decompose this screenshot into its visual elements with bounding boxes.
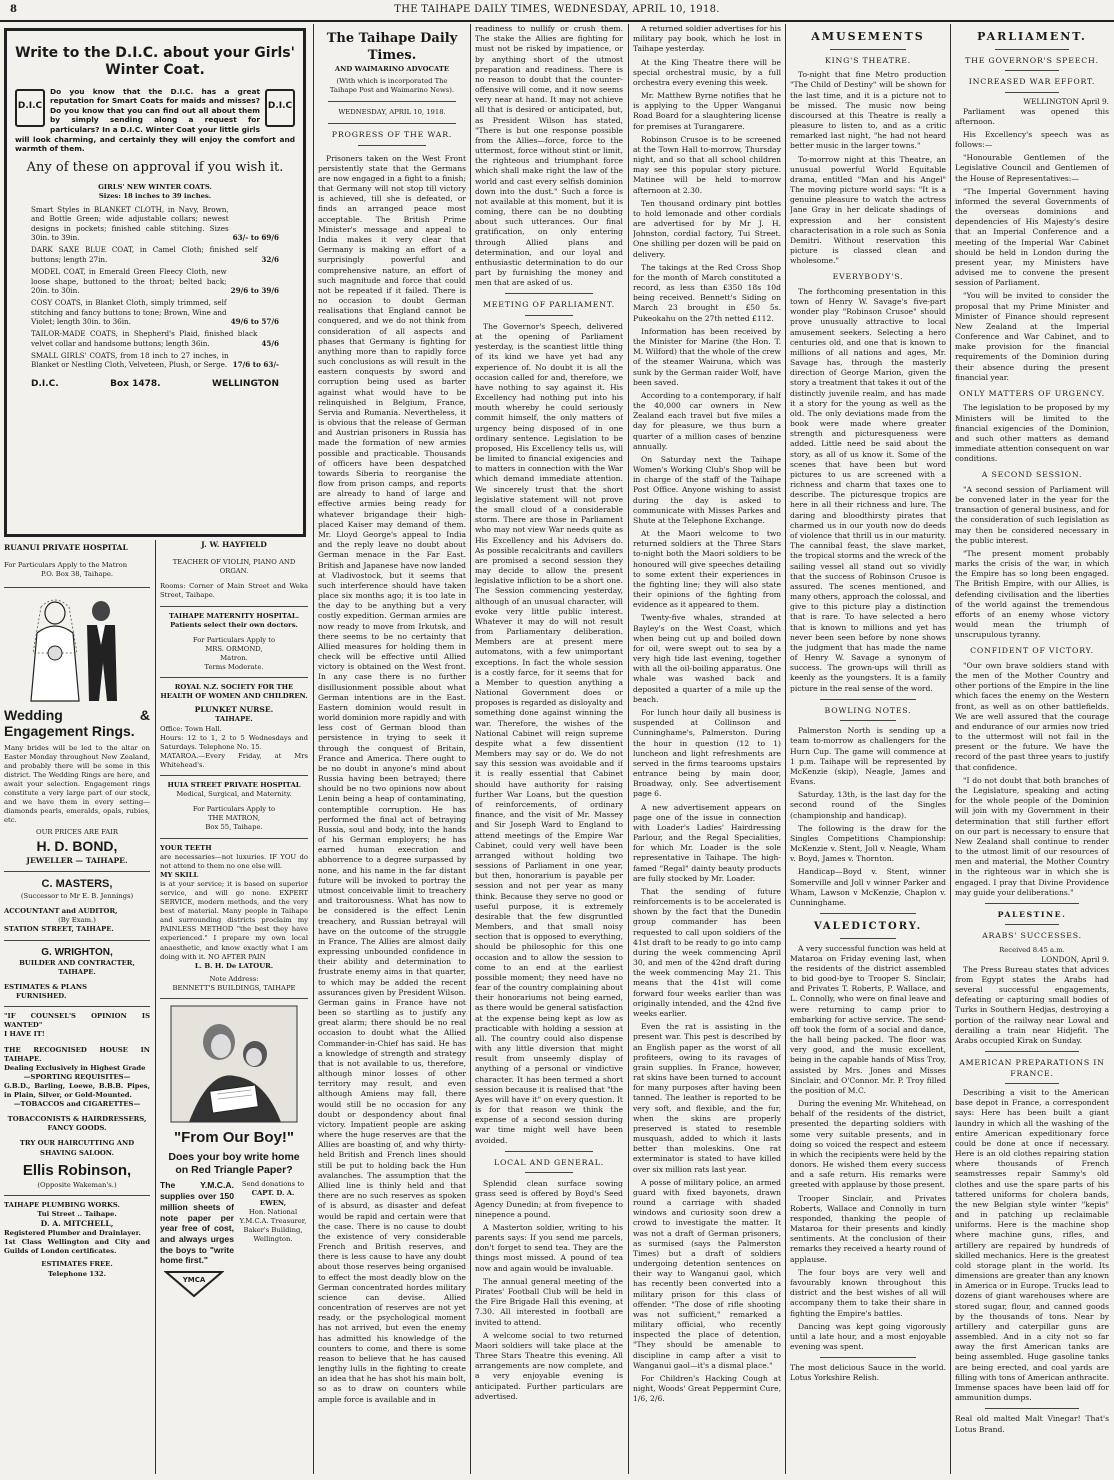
dic-approval: Any of these on approval if you wish it. xyxy=(26,159,284,175)
local-item: Splendid clean surface sowing grass seed is offered by Boyd's Seed Agency Dunedin; at from fivepence to ninepence a pound. xyxy=(475,1179,623,1219)
ymca-send: Send donations to xyxy=(241,1180,305,1189)
column-rule xyxy=(785,24,786,1474)
confident-heading: CONFIDENT OF VICTORY. xyxy=(970,646,1094,656)
second-session-heading: A SECOND SESSION. xyxy=(981,470,1083,480)
ellis-addr: (Opposite Wakeman's.) xyxy=(37,1180,117,1189)
valedictory-paragraph: Trooper Sinclair, and Privates Roberts, Wallace and Connolly in turn responded, thanking the people of Mataroa for their presents and kindly sentiments. At the conclusion of their remarks they received a hearty round of applause. xyxy=(790,1193,946,1264)
governor-paragraph: "Honourable Gentlemen of the Legislative Council and Gentlemen of the House of Representatives:— xyxy=(955,153,1109,183)
mitchell-line: Telephone 132. xyxy=(48,1269,106,1278)
bowling-heading: BOWLING NOTES. xyxy=(824,705,912,715)
american-paragraph: Describing a visit to the American base depot in France, a correspondent says: Here has been built a giant laundry in which all the washing of the entire American expeditionary force could be done at once if necessary. Here is an old clothes repairing station where thousands of French seamstresses repair Sammy's old clothes and use the spare parts of his tattered uniforms for cholera bands, the new Belgian style winter "kepis" and in patching up reclaimable uniforms. Here is the machine shop where machine guns, rifles, and artillery are repaired by hundreds of skilled mechanics. Here is the greatest cold storage plant in the world. Its dimensions are greater than any known in America or in Europe. Trucks lead to dozens of giant warehouses where are stored sugar, flour, and canned goods by the thousands of tons. Near by artillery and caterpillar guns are assembled. And in a city not so far away the first American tanks are being assembled. Huge gasoline tanks are being erected, and coal yards are filling with tons of American anthracite. Immense spaces have been laid off for ammunition dumps. xyxy=(955,1088,1109,1403)
dic-advertisement xyxy=(4,28,306,538)
valedictory-paragraph: A very successful function was held at Mataroa on Friday evening last, when the residents of the district assembled to bid good-bye to Trooper S. Sinclair, and Privates T. Roberts, P. Wallace, and L. Connolly, who were on final leave and were returning to camp prior to embarking for active service. The send-off took the form of a social and dance, the hall being packed. The floor was very good, and the music excellent, being in the capable hands of Miss Troy, assisted by Mrs. Jones and Misses Sinclair, and O'Connor. Mr. P. Troy filled the position of M.C. xyxy=(790,943,946,1095)
kings-paragraph: To-morrow night at this Theatre, an unusual powerful World Equitable drama, entitled "Man and his Angel" The moving picture world says: "It is a genuine pleasure to watch the actress Jane Gray in her delicate shadings of expression and her consistent characterisation in a role such as Sonia Demitri. Without reservation this picture is classed clean and wholesome." xyxy=(790,154,946,266)
masters-line: STATION STREET, TAIHAPE. xyxy=(4,925,114,934)
ruanui-line: P.O. Box 38, Taihape. xyxy=(40,570,114,579)
governor-heading: THE GOVERNOR'S SPEECH. xyxy=(965,55,1099,65)
ruanui-title: RUANUI PRIVATE HOSPITAL xyxy=(4,543,128,552)
local-item: For Children's Hacking Cough at night, Woods' Great Peppermint Cure, 1/6, 2/6. xyxy=(633,1374,781,1404)
palestine-received: Received 8.45 a.m. xyxy=(999,945,1065,954)
column-5 xyxy=(633,24,781,1474)
local-item: Even the rat is assisting in the present war. This pest is described by an English paper as the worst of all profiteers, owing to its ravages of grain supplies. In France, however, rat skins have been turned to account for many purposes after having been tanned. The leather is reported to be very soft, and flexible, and the fur, when the skins are properly preserved is stated to resemble musquash, added to which it lasts better than moleskins. One rat exterminator is stated to have killed over six million rats last year. xyxy=(633,1022,781,1174)
urgency-heading: ONLY MATTERS OF URGENCY. xyxy=(959,389,1105,398)
everybodys-heading: EVERYBODY'S. xyxy=(832,272,904,282)
dic-footer-box: Box 1478. xyxy=(110,378,161,389)
dic-item: DARK SAXE BLUE COAT, in Camel Cloth; finished self buttons; length 27in. 32/6 xyxy=(31,245,279,264)
huia-line: Box 55, Taihape. xyxy=(205,823,263,832)
column-rule xyxy=(155,540,156,1474)
maternity-line: MRS. ORMOND, xyxy=(205,644,263,653)
dic-logo: D.I.C xyxy=(265,89,295,127)
local-item: That the sending of future reinforcements is to be accelerated is shown by the fact that the Dunedin group commander has been requested to call upon soldiers of the 41st draft to be ready to go into camp during the week commencing April 30, and men of the 42nd draft during the week commencing May 21. This means that the 41st will come forward four weeks earlier than was originally intended, and the 42nd five weeks earlier. xyxy=(633,886,781,1018)
column-2-ads xyxy=(160,540,308,1474)
american-heading: AMERICAN PREPARATIONS IN FRANCE. xyxy=(959,1058,1105,1078)
ymca-role: Hon. National Y.M.C.A. Treasurer, Baker's Building, Wellington. xyxy=(239,1207,307,1243)
masthead-text: THE TAIHAPE DAILY TIMES, WEDNESDAY, APRIL 10, 1918. xyxy=(394,4,720,15)
war-paragraph-cont: readiness to nullify or crush them. The stake the Allies are fighting for must not be risked by impatience, or by anything short of the utmost preparation and readiness. There is no reason to doubt that the counter-offensive will come, and it now seems very near at hand. It may not achieve all that is desired or anticipated, but, as President Wilson has stated, "There is but one response possible from the Allies—force, force to the uttermost, force without stint or limit, the righteous and triumphant force which shall make right the law of the world and cast every selfish dominion down into the dust." Such a force is not available at this moment, but it is coming, there can be no doubting about such utterances. Our final gratification, on only entering through Allied plans and determination, and our loyal and enthusiastic determination to do our part by furnishing the money and men that are asked of us. xyxy=(475,24,623,288)
bowling-paragraph: Handicap—Boyd v. Stent, winner Somerville and Joll v winner Parker and Wham, Lawson v McKenzie, Chaplon v. Cunninghame. xyxy=(790,867,946,907)
plunket-town: TAIHAPE. xyxy=(215,715,253,724)
rings-headline: Wedding & Engagement Rings. xyxy=(4,707,150,740)
ellis-line: TOBACCONISTS & HAIRDRESSERS, FANCY GOODS. xyxy=(7,1115,147,1133)
plunket-mataroa: MATAROA.—Every Friday, at Mrs Whitehead's. xyxy=(160,751,308,769)
teeth-addr: BENNETT'S BUILDINGS, TAIHAPE xyxy=(172,983,296,992)
dic-item: SMALL GIRLS' COATS, from 18 inch to 27 inches, in Blanket or Nestling Cloth, Velveteen, Plush, or Serge. 17/6 to 63/- xyxy=(31,351,279,370)
ymca-body: The Y.M.C.A. supplies over 150 million sheets of note paper per year free of cost, and always urges the boys to "write home first." xyxy=(160,1180,234,1266)
governor-paragraph: "You will be invited to consider the proposal that my Prime Minister and Minister of Finance should represent New Zealand at the Imperial Conference and War Cabinet, and to make provision for the financial requirements of the Dominion during their absence during the present financial year. xyxy=(955,291,1109,382)
local-item: For lunch hour daily all business is suspended at Collinson and Cunninghame's, Palmerston. During the hour in question (12 to 1) luncheon and light refreshments are served in the firms tearooms upstairs entrance being by main door, Broadway, only. See advertisement page 6. xyxy=(633,708,781,799)
paper-incorporated: (With which is incorporated The Taihape Post and Waimarino News). xyxy=(329,76,455,94)
wrighton-line: ESTIMATES & PLANS xyxy=(4,983,88,992)
plunket-title: ROYAL N.Z. SOCIETY FOR THE HEALTH OF WOMEN AND CHILDREN. xyxy=(160,683,308,701)
teeth-skill: is at your service; it is based on superior service, and will go none. EXPERT SERVICE, modern methods, and the very best of material. Many people in Taihape and surrounding districts proclaim my PAINLESS METHOD "the best they have experienced." I prepare my own local anaesthetic, and know exactly what I am doing with it. NO AFTER PAIN xyxy=(160,879,308,961)
wrighton-line: FURNISHED. xyxy=(16,992,67,1001)
bond-name: H. D. BOND, xyxy=(36,838,118,855)
rings-prices: OUR PRICES ARE FAIR xyxy=(36,828,118,837)
valedictory-paragraph: Dancing was kept going vigorously until a late hour, and a most enjoyable evening was spent. xyxy=(790,1321,946,1352)
masters-name: C. MASTERS, xyxy=(41,878,113,891)
second-session-paragraph: "A second session of Parliament will be convened later in the year for the transaction of general business, and for the consideration of such legislation as may then be considered necessary in the public interest. xyxy=(955,484,1109,545)
svg-text:YMCA: YMCA xyxy=(182,1276,206,1285)
local-item: A posse of military police, an armed guard with fixed bayonets, drawn round a carriage with shaded windows and curiosity soon drew a crowd to investigate the matter. It was not a draft of German prisoners, as surmised (says the Palmerston Times) but a draft of soldiers undergoing detention sentences on their way to Wanganui gaol, which has recently been converted into a military prison for this class of offender. "The dose of rifle shooting was not sufficient," remarked a military official, who recently inspected the place of detention, "They should be amenable to discipline in camp after a visit to Wanganui gaol—it's a dismal place." xyxy=(633,1177,781,1370)
vinegar-advert: Real old malted Malt Vinegar! That's Lotus Brand. xyxy=(955,1414,1109,1434)
dic-intro: Do you know that the D.I.C. has a great reputation for Smart Coats for maids and misses? Do you know that you can find out all about them by simply sending along a request for particulars? In a D.I.C. Winter Coat your little girls will look charming, and certainly they will enjoy the comfort and warmth of them. xyxy=(15,86,295,154)
governor-dateline: WELLINGTON April 9. xyxy=(1023,96,1109,106)
local-item: Ten thousand ordinary pint bottles to hold lemonade and other cordials are advertised for by Mr J. H. Johnston, cordial factory, Tui Street. One shilling per dozen will be paid on delivery. xyxy=(633,198,781,259)
dic-logo: D.I.C xyxy=(15,89,45,127)
plunket-hours: Hours: 12 to 1, 2 to 5 Wednesdays and Saturdays. Telephone No. 15. xyxy=(160,733,308,751)
wrighton-line: TAIHAPE. xyxy=(58,968,96,976)
bond-trade: JEWELLER — TAIHAPE. xyxy=(26,856,128,866)
teeth-note: Note Address: xyxy=(209,974,259,983)
page-number: 8 xyxy=(10,4,18,15)
ymca-ask: Does your boy write home on Red Triangle Paper? xyxy=(168,1151,300,1177)
governor-subheading: INCREASED WAR EFFORT. xyxy=(968,77,1096,87)
local-item: Twenty-five whales, stranded at Bayley's on the West Coast, which when being cut up and boiled down for oil, were swept out to sea by a very high tide last evening, together with all the oil-boiling apparatus. One whale was washed back and deposited a quarter of a mile up the beach. xyxy=(633,613,781,704)
local-item: Mr. Matthew Byrne notifies that he is applying to the Upper Wanganui Road Board for a slaughtering license for premises at Turangarere. xyxy=(633,91,781,131)
issue-date: WEDNESDAY, APRIL 10, 1918. xyxy=(338,108,446,117)
wedding-couple-illustration xyxy=(17,593,137,703)
bowling-paragraph: Palmerston North is sending up a team to-morrow as challengers for the Hurn Cup. The game will commence at 1 p.m. Taihape will be represented by McKenzie (skip), Neagle, James and Evans. xyxy=(790,726,946,787)
valedictory-heading: VALEDICTORY. xyxy=(813,921,923,933)
ellis-line: Dealing Exclusively in Highest Grade xyxy=(4,1063,146,1072)
teeth-title: YOUR TEETH xyxy=(160,843,212,852)
parliament-heading: PARLIAMENT. xyxy=(977,30,1087,43)
palestine-paragraph: The Press Bureau states that advices from Egypt states the Arabs had several successful engagements, defeating or capturing small bodies of Turks in Southern Hedjas, destroying a portion of the railway near Lowal and derailing a train near Hidjefit. The Arabs occupied Kirak on Sunday. xyxy=(955,964,1109,1045)
column-rule xyxy=(950,24,951,1474)
masters-line: ACCOUNTANT and AUDITOR, xyxy=(4,907,118,916)
local-item: At the Maori welcome to two returned soldiers at the Three Stars to-night both the Maori soldiers to be honoured will give speeches detailing to some extent their experiences in the fighting line; they will also state their opinions of the fighting from evidence as it appeared to them. xyxy=(633,529,781,610)
mitchell-title: TAIHAPE PLUMBING WORKS. xyxy=(4,1200,120,1209)
everybodys-paragraph: The forthcoming presentation in this town of Henry W. Savage's five-part wonder play "Robinson Crusoe" should prove unusually attractive to local amusement seekers. Selecting a hero centuries old, and one that is known to millions of all nations and ages, Mr. Savage has, through the masterly direction of George Marion, given the story a treatment that takes it out of the distinctly juvenile realm, and has made it a story for the young as well as the old. The only deviations made from the book were made where greater strength and picturesqueness were added. Little need be said about the story, as all of us know it. Some of the scenes that have been but word pictures to us are screened with a richness and charm that taxes one to describe. The picturesque tropics are here in all their richness and lure. The daring and bloodthirsty pirates that charmed us in our youth now do deeds of violence that thrill us in our maturity. The cannibal feast, the slave market, the tropical storms and the wreck of the sailing vessel all stand out so vividly that the success of Robinson Crusoe is assured. The scenes mentioned, and many others, approach the colossal, and give to this picture play a distinction that is rare. To have selected a hero that is known to millions and yet has never been seen before by none shows the judgment that has made the name of Henry W. Savage a synonym of success. The grown-ups will thrill as keenly as the youngsters. It is a family picture in the real sense of the word. xyxy=(790,286,946,693)
wrighton-line: BUILDER AND CONTRACTER, xyxy=(19,958,135,967)
hayfield-name: J. W. HAYFIELD xyxy=(201,540,267,549)
local-item: A new advertisement appears on page one of the issue in connection with Loader's Ladies' Hairdressing Parlour, and the Regal Specialities, for which Mr. Loader is the sole representative in Taihape. The high-famed "Regal" dainty beauty products are fully stocked by Mr. Loader. xyxy=(633,802,781,883)
mother-child-illustration xyxy=(169,1004,299,1124)
mitchell-line: 1st Class Wellington and City and Guilds of London certificates. xyxy=(4,1238,150,1256)
dic-item: MODEL COAT, in Emerald Green Fleecy Cloth, new loose shape, buttoned to the throat; belted back; 20in. to 30in. 29/6 to 39/6 xyxy=(31,267,279,295)
dic-footer-city: WELLINGTON xyxy=(212,378,279,389)
paper-title: The Taihape Daily Times. xyxy=(326,31,458,64)
ymca-triangle-logo xyxy=(164,1270,224,1298)
second-session-paragraph: "The present moment probably marks the crisis of the war, in which the Empire has so long been engaged. The British Empire, with our Allies, is defending civilisation and the liberties of the world against the tremendous efforts of an enemy whose victory would mean the triumph of unscrupulous tyranny. xyxy=(955,548,1109,640)
mitchell-line: ESTIMATES FREE. xyxy=(41,1260,113,1269)
dic-section-title: GIRLS' NEW WINTER COATS. xyxy=(98,182,212,191)
parliament-meeting-heading: MEETING OF PARLIAMENT. xyxy=(482,300,615,310)
governor-paragraph: Parliament was opened this afternoon. xyxy=(955,106,1109,126)
masters-line: (By Exam.) xyxy=(58,916,96,925)
maternity-line: Matron. xyxy=(220,653,248,662)
teeth-name: L. B. H. De LATOUR. xyxy=(194,961,274,970)
bowling-paragraph: Saturday, 13th, is the last day for the second round of the Singles (championship and handicap). xyxy=(790,790,946,820)
huia-title: HUIA STREET PRIVATE HOSPITAL xyxy=(167,781,301,790)
bowling-paragraph: The following is the draw for the Singles Competitions Championship: McKenzie v. Stent, Joll v. Neagle, Wham v. Boyd, James v. Thornton. xyxy=(790,823,946,864)
war-paragraph: Prisoners taken on the West Front persistently state that the Germans are now engaged in a fight to a finish; that Germany will not stop till victory is achieved, till she is defeated, or finds an arranged peace most acceptable. The British Prime Minister's message and appeal to India makes it very clear that Germany is making an effort of a surprisingly powerful and comprehensive nature, an effort of such magnitude and force that could not be repeated if it failed. There is no occasion to doubt German realisations that England cannot be conquered, and we do not think from consideration of all aspects and phases that Germany is fighting for anything more than to rapidly force such conclusions as will result in the eastern conquests by sword and corruption being used as barter against what would have to be relinquished in Belgium, France, Servia and Rumania. Nevertheless, it is obvious that the release of German and Austrian prisoners in Russia has made the formation of new armies possible and practicable. Thousands of officers have been despatched towards Siberia to reorganise the flow from prison camps, and reports are already to hand of large and effective armies being ready for whatever brigandage their high-placed Kaiser may demand of them. Mr. Lloyd George's appeal to India and the reply leave no doubt about German menace in the Far East. British and Japanese have now landed at Vladivostock, but it seems that such interference should have taken place six months ago; it is too late in the day to be anything but a very costly expedition. German armies are now ready to move from Irkutsk, and there seems to be no certainty that Allied measures for holding them in check will be effective until Allied victory is obtained on the West front. In any case there is no further disillusionment possible about what German intentions are in the East. Eastern dominion would result in world dominion more rapidly and with less cost of German blood than persistence in trying to seek it through the conquest of Britain, France and America. There ought to be no doubt in anyone's mind about Russia having been betrayed; there should be no two opinions now about Lenin being a heap of contaminating, contemptible corruption. He has performed the final act of betraying Russia, soul and body, into the hands of his German employers; he has earned human execration and abhorrence to a degree surpassed by none, and his name in the far distant future will be invoked to portray the utmost conceivable limit to treachery and traitorousness. What has now to be considered is the effect Lenin treachery, and Russian betrayal will have on the outcome of the struggle in France. The Allies are almost daily expressing unbounded confidence in their ability and determination to frustrate enemy aims in that quarter, to which may be added the recent assurances given by President Wilson. German gains in France have not been so startling as to justify any great alarm; there should be no real occasion to doubt what the Allied Commander-in-Chief has said. He has a knowledge of strength and strategy that is not available to us, therefore, although minor losses of other territory may result, and even although Amiens may fall, there would still be no occasion for any doubt or despondency about final victory. Impatient people are asking where the huge reserves are that the Allies are boasting of, and why thirty-held British and French lines should still be put to holding back the Hun avalanches. The assumption that the Allied line is thinly held and that there are no such reserves as spoken of is absurd, as disaster and defeat would be rapid and certain were that the case. There is no cause to doubt the existence of very considerable French and British reserves, and there is less cause to have any doubt about those reserves being organised to effect the most deadly blow on the German concentrated hordes military science can devise. Allied concentration of reserves are not yet ready, or the psychological moment has not arrived, but even the enemy has admitted his knowledge of the counters to come, and there is some reason to believe that he has caused lengthy lulls in the fighting to create an idea that he has shot his main bolt, so as to draw on counters while ample force is available and in xyxy=(318,153,466,1404)
page-masthead xyxy=(0,0,1114,22)
confident-paragraph: "I do not doubt that both branches of the Legislature, speaking and acting for the whole people of the Dominion will join with my Government in their determination that still further effort on our part is necessary to ensure that New Zealand shall continue to render to the utmost limit of our resources of men and material, the Mother Country in the righteous war in which she is engaged. I pray that Divine Providence may guide your deliberations." xyxy=(955,775,1109,897)
hayfield-line: TEACHER OF VIOLIN, PIANO AND ORGAN. xyxy=(172,558,296,576)
mitchell-street: Tui Street .. Taihape. xyxy=(37,1209,117,1218)
local-item: At the King Theatre there will be special orchestral music, by a full orchestra every evening this week. xyxy=(633,57,781,87)
teeth-intro: are necessaries—not luxuries. IF YOU do not attend to them no one else will. xyxy=(160,852,308,870)
ellis-line: "IF COUNSEL'S OPINION IS WANTED" xyxy=(4,1012,150,1030)
war-heading: PROGRESS OF THE WAR. xyxy=(331,130,453,140)
huia-line: Medical, Surgical, and Maternity. xyxy=(176,790,292,799)
ellis-line: G.B.D., Barling, Loewe, B.B.B. Pipes, in Plain, Silver, or Gold-Mounted. xyxy=(4,1081,150,1100)
ellis-line: THE RECOGNISED HOUSE IN TAIHAPE. xyxy=(4,1045,150,1063)
governor-paragraph: "The Imperial Government having informed the several Governments of the overseas dominions and dependencies of His Majesty's desire that an Imperial Conference and a meeting of the Imperial War Cabinet should be held in London during the present year, my Ministers have advised me to convene the present session of Parliament. xyxy=(955,186,1109,288)
huia-line: For Particulars Apply to xyxy=(192,805,276,814)
local-item: A returned soldier advertises for his military pay book, which he lost in Taihape yesterday. xyxy=(633,24,781,54)
dic-sizes: Sizes: 18 inches to 39 inches. xyxy=(98,191,212,200)
parliament-paragraph: The Governor's Speech, delivered at the opening of Parliament yesterday, is the scantiest little thing of its kind we have yet had any experience of. No doubt it is all the occasion called for and, therefore, we have nothing to say against it. His Excellency had nothing put into his mouth whereby he could seriously commit himself, the only matters of urgency being disposed of in one ordinary sentence. Legislation to be proposed, His Excellency tells us, will be limited to financial exigencies and to matters in connection with the War which demand immediate attention. We sincerely trust that the short legislative statement will not prove the small cloud of a considerable storm. There are those in Parliament who may not view War needs quite as His Excellency and his Advisers do. As possible recalcitrants and cavillers are promised a second session they may decide to allow the present legislative infliction to be a short one. The Session commencing yesterday, although of an unusual character, will evoke very little public interest. Whatever it may do will not result from Parliamentary deliberation. Members are at present mere automatons, with a few unimportant exceptions. In fact the whole session is a costly farce, for it seems that for a Member to question anything a National Government does or proposes is regarded as disloyalty and something done against winning the war. Therefore, the wishes of the National Cabinet will reign supreme despite what a few dissentient Members may say or do. We do not say this session was avoidable and if it is really essential that Cabinet should have authority for raising further War Loans, but the question of reinforcements, of ordinary finance, and the visit of Mr. Massey and Sir Joseph Ward to England to attend meetings of the Empire War Cabinet, could very well have been arranged without holding two sessions of Parliament in one year, but then, honorarium is payable per session and not per year as many think. Because they serve no good or useful purpose, it is extremely desirable that the few disgruntled Members, and that small noisy section that is opposed to everything, should be philosophic for this one occasion and to allow the session to come to an end at the earliest possible moment; they need have no fear of the country complaining about their honorariums not being earned, as there would be general satisfaction at the expense being kept as low as practicable with holding a session at all. The country could also dispense with any little diversion that might result from unseemly display of anything of a personal or vindictive character. It has been termed a short session because it is realised that "the Ayes will have it" on every question. It is for that reason we think the expense of a second session during war time might well have been avoided. xyxy=(475,321,623,1145)
mitchell-line: Registered Plumber and Drainlayer. xyxy=(4,1229,141,1238)
local-item: According to a contemporary, if half the 40,000 car owners in New Zealand each travel but five miles a day for pleasure, we thus burn a quarter of a million cases of benzine annually. xyxy=(633,390,781,451)
dic-headline: Write to the D.I.C. about your Girls' Winter Coat. xyxy=(15,45,295,78)
palestine-heading: PALESTINE. xyxy=(997,909,1067,919)
kings-paragraph: To-night that fine Metro production "The Child of Destiny" will be shown for the last time, and it is a picture not to be missed. The music now being discoursed at this Theatre is really a pleasure to listen to, and as a critic remarked last night, "he had not heard better music in the larger towns." xyxy=(790,70,946,151)
local-item: A Masterton soldier, writing to his parents says: If you send me parcels, don't forget to send tea. They are the things most missed. A pound of tea now and again would be invaluable. xyxy=(475,1222,623,1273)
ruanui-line: For Particulars Apply to the Matron xyxy=(4,561,128,570)
column-rule xyxy=(470,24,471,1474)
local-general-heading: LOCAL AND GENERAL. xyxy=(494,1157,604,1167)
hayfield-line: Rooms: Corner of Main Street and Weka Street, Taihape. xyxy=(160,582,308,600)
dic-item: Smart Styles in BLANKET CLOTH, in Navy, Brown, and Bottle Green; wide adjustable collars; newest designs in pockets; finished cable stitching. Sizes 30in. to 39in. 63/- to 69/6 xyxy=(31,205,279,243)
column-rule xyxy=(628,24,629,1474)
sauce-advert: The most delicious Sauce in the world. Lotus Yorkshire Relish. xyxy=(790,1363,946,1383)
masters-sub: (Successor to Mr E. B. Jennings) xyxy=(20,892,134,901)
valedictory-paragraph: The four boys are very well and favourably known throughout this district and the best wishes of all will accompany them to take their share in fighting the Empire's battles. xyxy=(790,1267,946,1318)
mitchell-name: D. A. MITCHELL, xyxy=(40,1218,114,1228)
plunket-nurse: PLUNKET NURSE. xyxy=(194,705,274,715)
column-1-ads xyxy=(4,540,150,1474)
column-3 xyxy=(318,24,466,1474)
ymca-headline: "From Our Boy!" xyxy=(173,1129,295,1146)
paper-subtitle: AND WAIMARINO ADVOCATE xyxy=(334,64,450,73)
ellis-line: TRY OUR HAIRCUTTING AND SHAVING SALOON. xyxy=(19,1139,135,1157)
local-item: Information has been received by the Minister for Marine (the Hon. T. M. Wilford) that the whole of the crew of the steamer Wairuna, which was sunk by the German raider Wolf, have been saved. xyxy=(633,326,781,387)
kings-heading: KING'S THEATRE. xyxy=(824,55,912,65)
confident-paragraph: "Our own brave soldiers stand with the men of the Mother Country and other portions of the Empire in the line which faces the enemy on the Western front, as well as on other battlefields. We are well assured that the courage and endurance of our armies now tried to the uttermost will not fail in the present or the future. We have the record of the past three years to justify that confidence. xyxy=(955,660,1109,772)
local-item: The takings at the Red Cross Shop for the month of March constituted a record, as less than £350 18s 10d being received. Bennett's Siding on March 23 brought in £50 5s. Pukeokahu on the 27th netted £112. xyxy=(633,262,781,323)
ellis-name: Ellis Robinson, xyxy=(22,1161,132,1179)
maternity-line: For Particulars Apply to xyxy=(192,635,276,644)
column-4 xyxy=(475,24,623,1474)
rings-body: Many brides will be led to the altar on Easter Monday throughout New Zealand, and probably there will be some in this district. The Wedding Rings are here, and await your selection. Engagement rings constitute a very large part of our stock, and we have them in every setting—diamonds pearls, emeralds, opals, rubies, etc. xyxy=(4,743,150,825)
local-item: Robinson Crusoe is to be screened at the Town Hall to-morrow, Thursday night, and so that all school children may see this popular story picture. Matinee will be held to-morrow afternoon at 2.30. xyxy=(633,134,781,195)
dic-footer-name: D.I.C. xyxy=(31,378,59,389)
maternity-title: TAIHAPE MATERNITY HOSPITAL. xyxy=(168,611,300,620)
dic-item: COSY COATS, in Blanket Cloth, simply trimmed, self stitching and fancy buttons to tone; Brown, Wine and Violet; length 30in. to 36in. 49/6 to 57/6 xyxy=(31,298,279,326)
wrighton-name: G. WRIGHTON, xyxy=(41,946,113,958)
column-7 xyxy=(955,24,1109,1474)
governor-paragraph: His Excellency's speech was as follows:— xyxy=(955,129,1109,150)
maternity-line: Patients select their own doctors. xyxy=(170,620,298,629)
huia-line: THE MATRON, xyxy=(208,814,260,823)
local-item: The annual general meeting of the Pirates' Football Club will be held in the Fire Brigade Hall this evening, at 7.30. All interested in football are invited to attend. xyxy=(475,1276,623,1327)
column-rule xyxy=(313,24,314,1474)
local-item: A welcome social to two returned Maori soldiers will take place at the Three Stars Theatre this evening. All arrangements are now complete, and a very enjoyable evening is anticipated. Further particulars are advertised. xyxy=(475,1330,623,1401)
ellis-line: —SPORTING REQUISITES— xyxy=(23,1072,131,1081)
valedictory-paragraph: During the evening Mr. Whitehead, on behalf of the residents of the district, presented the departing soldiers with some very suitable presents, and in doing so voiced the respect and esteem in which the recipients were held by the donors. He wished them every success and a safe return. His remarks were greeted with applause by those present. xyxy=(790,1099,946,1190)
amusements-heading: AMUSEMENTS xyxy=(811,30,925,43)
urgency-paragraph: The legislation to be proposed by my Ministers will be limited to the financial exigencies of the Dominion, and such other matters as demand immediate attention consequent on war conditions. xyxy=(955,403,1109,464)
ellis-line: —TOBACCOS and CIGARETTES— xyxy=(13,1100,141,1109)
ellis-line: I HAVE IT! xyxy=(4,1030,45,1039)
dic-item: TAILOR-MADE COATS, in Shepherd's Plaid, finished black velvet collar and handsome buttons; length 36in. 45/6 xyxy=(31,329,279,348)
palestine-subheading: ARABS' SUCCESSES. xyxy=(982,931,1082,941)
column-6 xyxy=(790,24,946,1474)
local-item: On Saturday next the Taihape Women's Working Club's Shop will be in charge of the staff of the Taihape Post Office. Anyone wishing to assist during the day is asked to communicate with Misses Parkes and Shute at the Telephone Exchange. xyxy=(633,454,781,525)
plunket-office: Office: Town Hall. xyxy=(160,724,222,733)
ymca-person: CAPT. D. A. EWEN, xyxy=(251,1189,295,1207)
palestine-dateline: LONDON, April 9. xyxy=(1041,954,1109,964)
maternity-line: Terms Moderate. xyxy=(204,663,264,672)
teeth-skill-title: MY SKILL xyxy=(160,870,199,879)
